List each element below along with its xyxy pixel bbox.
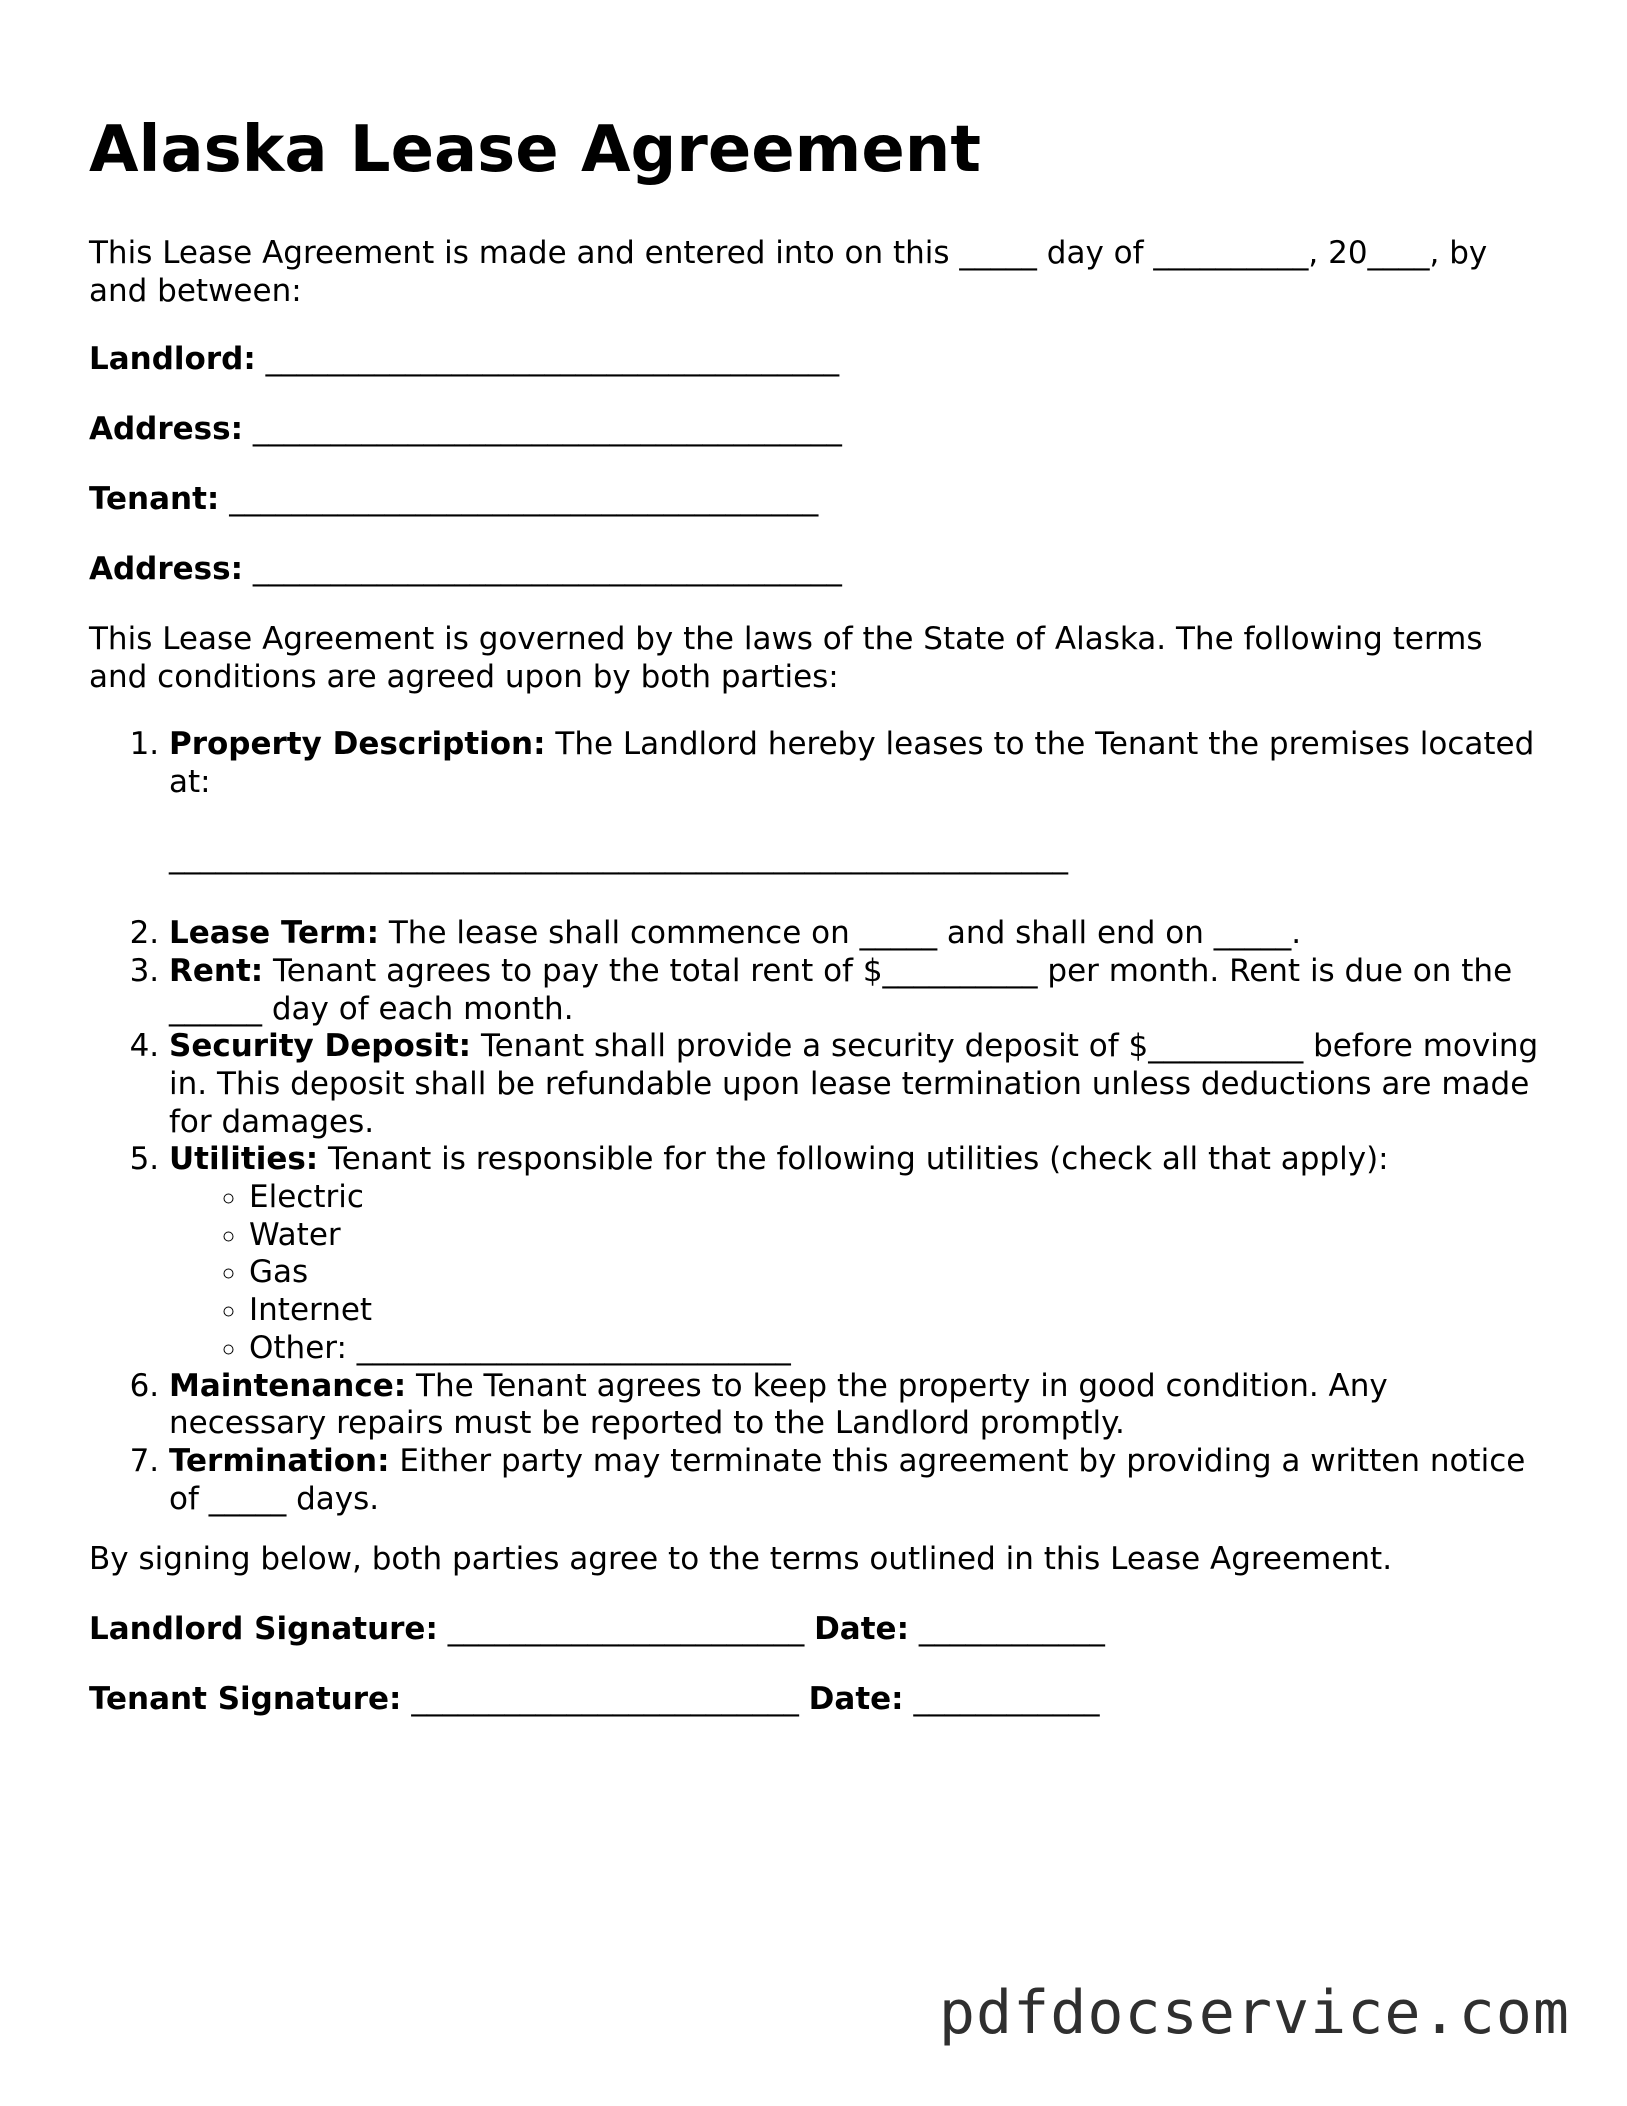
utility-option-other: ◦ Other: ____________________________	[249, 1330, 1549, 1368]
landlord-date-label: Date:	[814, 1611, 909, 1647]
tenant-field	[89, 480, 818, 518]
landlord-date-blank: ____________	[918, 1611, 1105, 1647]
term-label: Termination:	[169, 1442, 390, 1479]
term-rent	[169, 953, 1549, 1028]
term-label: Security Deposit:	[169, 1028, 472, 1065]
term-lease-term	[169, 915, 1549, 953]
utilities-options-list	[169, 1179, 1549, 1368]
utility-option-water: ◦ Water	[249, 1217, 1549, 1255]
landlord-address-label: Address:	[89, 411, 243, 447]
term-label: Maintenance:	[169, 1367, 407, 1404]
tenant-date-label: Date:	[808, 1681, 904, 1717]
term-text: Tenant is responsible for the following utilities (check all that apply):	[328, 1141, 1389, 1178]
tenant-address-blank: ______________________________________	[252, 551, 842, 587]
term-label: Property Description:	[169, 726, 546, 762]
tenant-signature-line	[89, 1680, 1099, 1718]
term-text: The Tenant agrees to keep the property in good condition. Any necessary repairs must be reported to the Landlord promptly.	[169, 1367, 1388, 1442]
property-address-blank: __________________________________________________________	[169, 839, 1068, 876]
terms-list	[89, 726, 1549, 1518]
intro-paragraph: This Lease Agreement is made and entered into on this _____ day of __________, 20____, by and between:	[89, 235, 1488, 309]
term-text: Tenant agrees to pay the total rent of $__________ per month. Rent is due on the ______ day of each month.	[169, 952, 1513, 1027]
governing-law-paragraph: This Lease Agreement is governed by the laws of the State of Alaska. The following terms and conditions are agreed upon by both parties:	[89, 621, 1483, 695]
tenant-label: Tenant:	[89, 481, 220, 517]
term-label: Rent:	[169, 952, 264, 989]
utility-option-internet: ◦ Internet	[249, 1292, 1549, 1330]
tenant-date-blank: ____________	[913, 1681, 1100, 1717]
watermark-logo: pdfdocservice.com	[938, 1978, 1570, 2048]
document-title: Alaska Lease Agreement	[89, 113, 981, 187]
term-label: Lease Term:	[169, 915, 380, 952]
landlord-signature-blank: _______________________	[447, 1611, 805, 1647]
term-text: The lease shall commence on _____ and shall end on _____.	[388, 915, 1302, 952]
tenant-address-label: Address:	[89, 551, 243, 587]
term-security-deposit	[169, 1028, 1549, 1141]
tenant-signature-label: Tenant Signature:	[89, 1681, 402, 1717]
term-termination	[169, 1443, 1549, 1518]
landlord-signature-line	[89, 1610, 1105, 1648]
tenant-address-field	[89, 550, 842, 588]
term-label: Utilities:	[169, 1141, 319, 1178]
term-text: Either party may terminate this agreement by providing a written notice of _____ days.	[169, 1442, 1526, 1517]
term-maintenance	[169, 1368, 1549, 1443]
term-property-description	[169, 726, 1549, 877]
term-utilities	[169, 1141, 1549, 1367]
landlord-address-field	[89, 410, 842, 448]
landlord-label: Landlord:	[89, 341, 256, 377]
landlord-signature-label: Landlord Signature:	[89, 1611, 438, 1647]
landlord-field	[89, 340, 839, 378]
tenant-signature-blank: _________________________	[411, 1681, 799, 1717]
term-text: The Landlord hereby leases to the Tenant the premises located at:	[169, 726, 1535, 800]
term-text: Tenant shall provide a security deposit of $__________ before moving in. This deposit shall be refundable upon lease termination unless deductions are made for damages.	[169, 1028, 1539, 1140]
utility-option-gas: ◦ Gas	[249, 1254, 1549, 1292]
landlord-blank: _____________________________________	[265, 341, 840, 377]
tenant-blank: ______________________________________	[229, 481, 819, 517]
landlord-address-blank: ______________________________________	[252, 411, 842, 447]
closing-paragraph: By signing below, both parties agree to the terms outlined in this Lease Agreement.	[89, 1541, 1393, 1577]
utility-option-electric: ◦ Electric	[249, 1179, 1549, 1217]
